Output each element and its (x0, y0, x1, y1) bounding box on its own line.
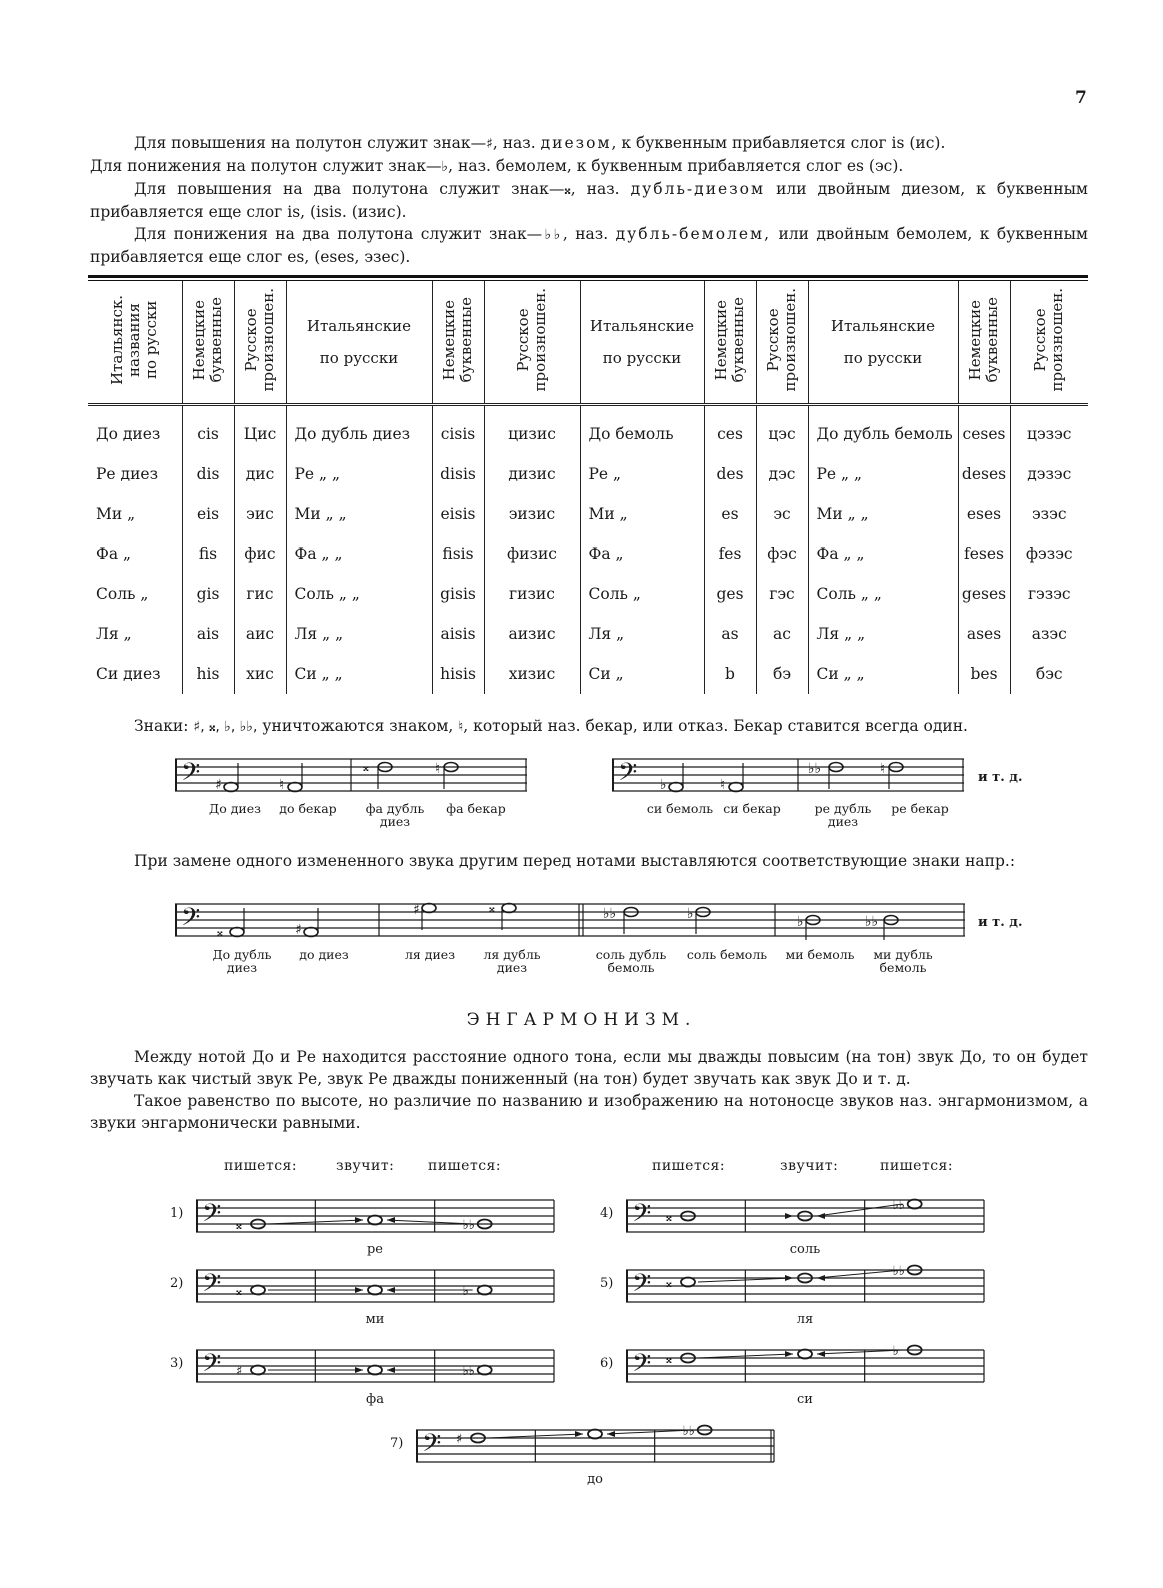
svg-text:𝄢: 𝄢 (618, 758, 638, 793)
table-cell: Фа „ (580, 534, 704, 574)
svg-text:♯: ♯ (236, 1364, 243, 1379)
signs-text: Знаки: ♯, 𝄪, ♭, ♭♭, уничтожаются знаком, ♮, который наз. бекар, или отказ. Бекар ставится всегда один. (134, 717, 968, 735)
table-cell: дэзэс (1010, 454, 1088, 494)
table-cell: ас (756, 614, 808, 654)
svg-text:𝄢: 𝄢 (632, 1269, 652, 1304)
table-cell: Си „ (580, 654, 704, 694)
table-cell: дизис (484, 454, 580, 494)
table-cell: дис (234, 454, 286, 494)
example-number: 7) (390, 1436, 404, 1451)
caption: ре дубль диез (814, 801, 872, 829)
table-cell: До диез (96, 425, 161, 443)
enharmonic-staff (626, 1262, 986, 1310)
caption: до бекар (279, 801, 337, 816)
header-russian: Русское произношен. (756, 281, 808, 405)
header-german: Немецкие буквенные (182, 281, 234, 405)
table-cell: es (704, 494, 756, 534)
header-russian: Русское произношен. (234, 281, 286, 405)
svg-text:♮: ♮ (880, 761, 886, 777)
table-cell: гэс (756, 574, 808, 614)
table-cell: бэс (1010, 654, 1088, 694)
caption: соль дубль бемоль (595, 947, 667, 975)
svg-text:𝄪: 𝄪 (363, 760, 369, 775)
svg-text:𝄢: 𝄢 (181, 903, 201, 938)
label-sounds: звучит: (780, 1158, 839, 1174)
table-cell: Ре „ (580, 454, 704, 494)
header-german: Немецкие буквенные (432, 281, 484, 405)
svg-text:♭♭: ♭♭ (682, 1424, 695, 1439)
svg-text:♭: ♭ (462, 1284, 469, 1299)
sounding-note-label: си (797, 1392, 813, 1407)
svg-text:𝄢: 𝄢 (202, 1269, 222, 1304)
table-cell: aisis (432, 614, 484, 654)
table-cell: cisis (432, 405, 484, 455)
table-cell: азэс (1010, 614, 1088, 654)
staff-example-1b (612, 755, 974, 799)
caption: ля дубль диез (483, 947, 541, 975)
table-cell: eis (182, 494, 234, 534)
table-cell: Ре „ „ (808, 454, 958, 494)
table-cell: deses (958, 454, 1010, 494)
enharmonic-staff (196, 1192, 556, 1240)
table-cell: цэзэс (1010, 405, 1088, 455)
svg-text:♯: ♯ (456, 1432, 463, 1447)
table-cell: fes (704, 534, 756, 574)
sounding-note-label: ля (796, 1312, 814, 1327)
double-sharp-sign-icon: 𝄪 (564, 182, 571, 198)
enharmonic-staff (196, 1262, 556, 1310)
table-cell: hisis (432, 654, 484, 694)
svg-text:𝄢: 𝄢 (422, 1429, 442, 1464)
table-row (88, 405, 1088, 455)
svg-text:♭♭: ♭♭ (603, 906, 617, 922)
header-italian: Итальянские по русски (580, 281, 704, 405)
table-cell: До дубль бемоль (808, 405, 958, 455)
natural-sign-icon: ♮ (458, 719, 464, 735)
label-written: пишется: (652, 1158, 726, 1174)
table-cell: Ля „ (580, 614, 704, 654)
intro-line-3: Для повышения на два полутона служит знак—𝄪, наз. дубль-диезом или двойным диезом, к буквенным прибавляется еще слог is, (isis. (изис). (90, 180, 1088, 221)
table-cell: fis (182, 534, 234, 574)
header-russian: Русское произношен. (1010, 281, 1088, 405)
enharmonic-staff (196, 1342, 556, 1390)
table-cell: geses (958, 574, 1010, 614)
table-cell: his (182, 654, 234, 694)
sounding-note-label: фа (366, 1392, 384, 1407)
enharmonic-staff (416, 1422, 776, 1470)
sounding-note-label: соль (789, 1242, 821, 1257)
intro-text (90, 132, 1088, 268)
enharmonic-staff (626, 1192, 986, 1240)
table-cell: Соль „ (580, 574, 704, 614)
table-cell: Си „ „ (286, 654, 432, 694)
header-russian: Русское произношен. (484, 281, 580, 405)
caption: ми дубль бемоль (873, 947, 933, 975)
svg-text:𝄢: 𝄢 (202, 1199, 222, 1234)
caption: ля диез (404, 947, 456, 962)
table-cell: Си диез (96, 665, 161, 683)
table-cell: эис (234, 494, 286, 534)
caption: До дубль диез (212, 947, 272, 975)
table-top-rule (88, 275, 1088, 278)
svg-text:𝄢: 𝄢 (202, 1349, 222, 1384)
sounding-note-label: до (587, 1472, 603, 1487)
table-cell: fisis (432, 534, 484, 574)
caption: до диез (299, 947, 349, 962)
table-cell: eses (958, 494, 1010, 534)
svg-text:♯: ♯ (295, 922, 302, 938)
example-number: 5) (600, 1276, 614, 1291)
label-written-2: пишется: (880, 1158, 954, 1174)
table-cell: гэзэс (1010, 574, 1088, 614)
table-cell: До бемоль (580, 405, 704, 455)
sounding-note-label: ми (365, 1312, 385, 1327)
table-cell: эизис (484, 494, 580, 534)
section-heading: ЭНГАРМОНИЗМ. (466, 1010, 697, 1030)
svg-text:𝄪: 𝄪 (236, 1284, 242, 1299)
label-written-2: пишется: (428, 1158, 502, 1174)
table-cell: ges (704, 574, 756, 614)
svg-text:♭: ♭ (687, 906, 694, 922)
table-cell: Цис (234, 405, 286, 455)
caption: соль бемоль (686, 947, 768, 962)
svg-text:𝄢: 𝄢 (181, 758, 201, 793)
svg-text:♭♭: ♭♭ (462, 1218, 475, 1233)
label-sounds: звучит: (336, 1158, 395, 1174)
table-cell: ces (704, 405, 756, 455)
svg-text:♭♭: ♭♭ (865, 914, 879, 930)
intro-line-2: Для понижения на полутон служит знак—♭, наз. бемолем, к буквенным прибавляется слог es (эс). (90, 157, 904, 175)
header-german: Немецкие буквенные (958, 281, 1010, 405)
svg-text:𝄢: 𝄢 (632, 1349, 652, 1384)
svg-text:♮: ♮ (720, 777, 726, 793)
svg-text:𝄪: 𝄪 (666, 1276, 672, 1291)
table-cell: Фа „ „ (286, 534, 432, 574)
table-cell: Ми „ (96, 505, 136, 523)
svg-text:♭♭: ♭♭ (892, 1264, 905, 1279)
table-cell: хизис (484, 654, 580, 694)
table-row (88, 494, 1088, 534)
table-cell: аис (234, 614, 286, 654)
caption: си бемоль (646, 801, 714, 816)
table-row (88, 574, 1088, 614)
svg-text:𝄪: 𝄪 (666, 1210, 672, 1225)
table-cell: as (704, 614, 756, 654)
header-italian-names: Итальянск. названия по русски (108, 294, 161, 386)
table-cell: эс (756, 494, 808, 534)
table-cell: Соль „ „ (808, 574, 958, 614)
sharp-sign-icon: ♯ (486, 136, 493, 152)
table-cell: фэзэс (1010, 534, 1088, 574)
example-number: 6) (600, 1356, 614, 1371)
replace-text: При замене одного измененного звука другим перед нотами выставляются соответствующие знаки напр.: (134, 852, 1016, 870)
table-cell: До дубль диез (286, 405, 432, 455)
table-cell: Ми „ (580, 494, 704, 534)
svg-text:𝄪: 𝄪 (489, 901, 495, 916)
table-cell: Ре „ „ (286, 454, 432, 494)
svg-text:𝄪: 𝄪 (666, 1352, 672, 1367)
svg-text:♮: ♮ (279, 777, 285, 793)
table-cell: Си „ „ (808, 654, 958, 694)
staff-example-1a (175, 755, 535, 799)
svg-text:♭: ♭ (892, 1344, 899, 1359)
svg-text:♯: ♯ (413, 902, 420, 918)
table-cell: гис (234, 574, 286, 614)
caption: фа бекар (446, 801, 506, 816)
table-cell: Ми „ „ (808, 494, 958, 534)
table-cell: dis (182, 454, 234, 494)
page-number: 7 (1075, 88, 1087, 108)
label-written: пишется: (224, 1158, 298, 1174)
table-cell: аизис (484, 614, 580, 654)
header-italian: Итальянские по русски (286, 281, 432, 405)
table-cell: хис (234, 654, 286, 694)
table-cell: ases (958, 614, 1010, 654)
table-cell: ais (182, 614, 234, 654)
table-cell: бэ (756, 654, 808, 694)
note-names-table (88, 275, 1088, 694)
caption: ре бекар (891, 801, 949, 816)
table-cell: цизис (484, 405, 580, 455)
table-cell: физис (484, 534, 580, 574)
table-cell: Фа „ „ (808, 534, 958, 574)
accidentals-icon: ♯, 𝄪, ♭, ♭♭, (193, 719, 258, 735)
example-number: 2) (170, 1276, 184, 1291)
intro-line-4: Для понижения на два полутона служит знак—♭♭, наз. дубль-бемолем, или двойным бемолем, к буквенным прибавляется еще слог es, (eses, эзес). (90, 225, 1088, 266)
enharmonism-text: Между нотой До и Ре находится расстояние одного тона, если мы дважды повысим (на тон) звук До, то он будет звучать как чистый звук Ре, звук Ре дважды пониженный (на тон) будет звучать как звук До и т. д. Такое равенство по высоте, но различие по названию и изображению на нотоносце звуков наз. энгармонизмом, а звуки энгармонически равными. (90, 1048, 1088, 1132)
staff-example-2 (175, 900, 975, 944)
table-cell: Ми „ „ (286, 494, 432, 534)
table-cell: cis (182, 405, 234, 455)
table-cell: bes (958, 654, 1010, 694)
sounding-note-label: ре (366, 1242, 383, 1257)
table-cell: эзэс (1010, 494, 1088, 534)
table-cell: Ля „ „ (286, 614, 432, 654)
table-cell: Соль „ (96, 585, 149, 603)
example-number: 1) (170, 1206, 184, 1221)
svg-text:♭♭: ♭♭ (892, 1198, 905, 1213)
svg-text:𝄪: 𝄪 (217, 925, 223, 940)
table-cell: eisis (432, 494, 484, 534)
table-cell: Фа „ (96, 545, 132, 563)
table-cell: дэс (756, 454, 808, 494)
table-cell: Соль „ „ (286, 574, 432, 614)
table-row (88, 454, 1088, 494)
flat-sign-icon: ♭ (441, 159, 449, 175)
intro-line-1: Для повышения на полутон служит знак—♯, наз. диезом, к буквенным прибавляется слог is (ис). (134, 134, 946, 152)
example-number: 4) (600, 1206, 614, 1221)
table-cell: b (704, 654, 756, 694)
svg-text:𝄪: 𝄪 (236, 1218, 242, 1233)
caption: фа дубль диез (365, 801, 425, 829)
table-row (88, 654, 1088, 694)
svg-text:♮: ♮ (435, 761, 441, 777)
svg-text:♭♭: ♭♭ (808, 761, 822, 777)
header-italian: Итальянские по русски (808, 281, 958, 405)
table-cell: фэс (756, 534, 808, 574)
table-cell: цэс (756, 405, 808, 455)
etc-label: и т. д. (978, 915, 1023, 930)
table-cell: gis (182, 574, 234, 614)
table-row (88, 534, 1088, 574)
caption: си бекар (723, 801, 781, 816)
example-number: 3) (170, 1356, 184, 1371)
table-cell: Ля „ (96, 625, 132, 643)
table-cell: feses (958, 534, 1010, 574)
etc-label: и т. д. (978, 770, 1023, 785)
table-cell: фис (234, 534, 286, 574)
table-row (88, 614, 1088, 654)
svg-text:♭: ♭ (660, 777, 667, 793)
svg-text:𝄢: 𝄢 (632, 1199, 652, 1234)
table-cell: гизис (484, 574, 580, 614)
double-flat-sign-icon: ♭♭ (542, 227, 563, 243)
table-cell: gisis (432, 574, 484, 614)
svg-text:♯: ♯ (215, 777, 222, 793)
table-header-row (88, 281, 1088, 405)
caption: До диез (209, 801, 261, 816)
header-german: Немецкие буквенные (704, 281, 756, 405)
table-cell: des (704, 454, 756, 494)
table-cell: ceses (958, 405, 1010, 455)
table-cell: disis (432, 454, 484, 494)
table-cell: Ля „ „ (808, 614, 958, 654)
enharmonic-staff (626, 1342, 986, 1390)
table-cell: Ре диез (96, 465, 159, 483)
caption: ми бемоль (785, 947, 855, 962)
svg-text:♭: ♭ (797, 914, 804, 930)
svg-text:♭♭: ♭♭ (462, 1364, 475, 1379)
